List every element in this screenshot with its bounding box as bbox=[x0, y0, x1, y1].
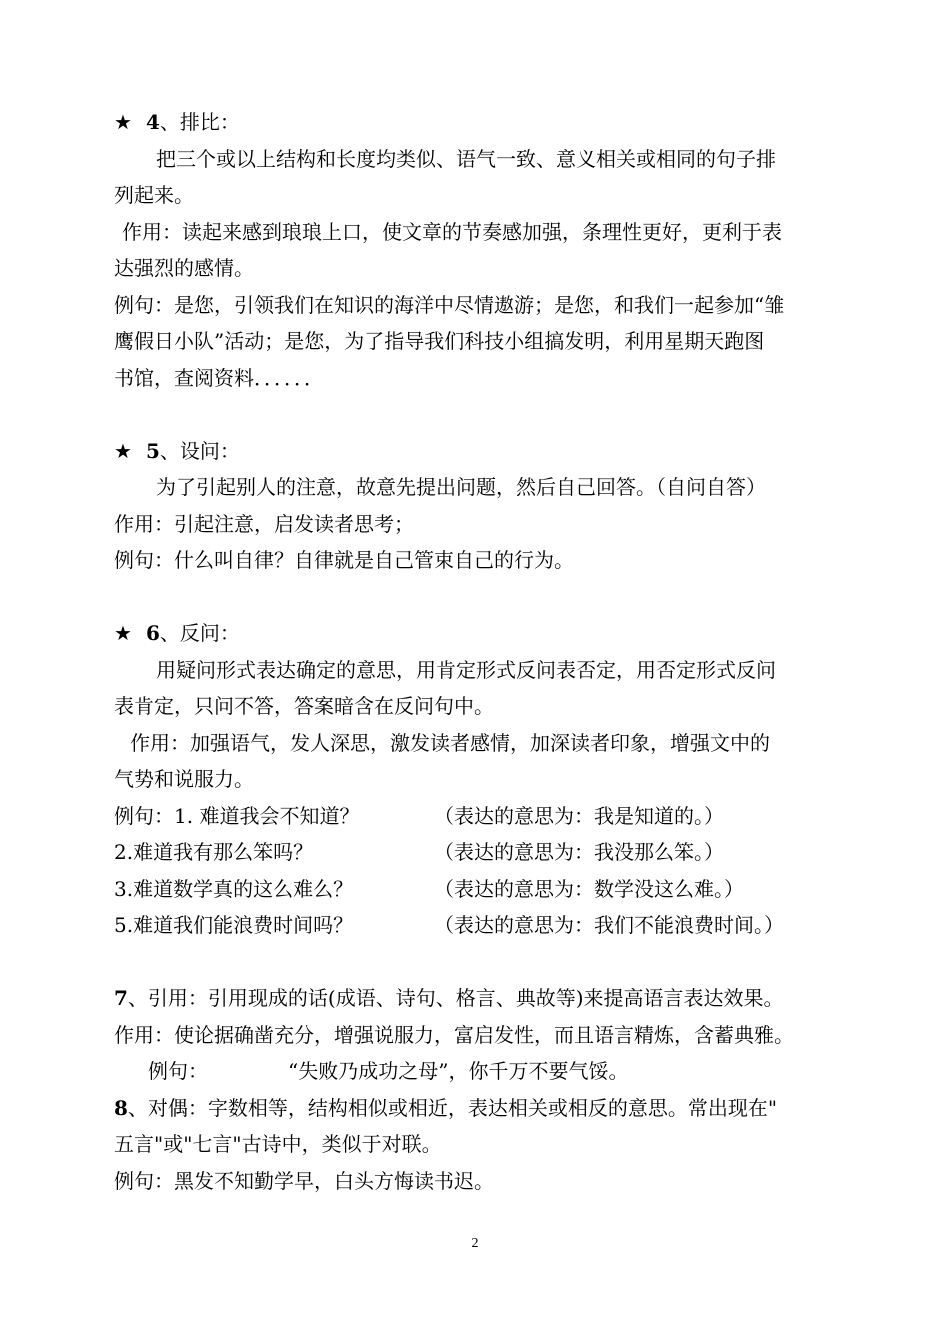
star-icon: ★ bbox=[114, 438, 132, 463]
usage-text: 作用：引起注意，启发读者思考； bbox=[114, 511, 414, 536]
usage-text: 作用：读起来感到琅琅上口，使文章的节奏感加强，条理性更好，更利于表 bbox=[122, 219, 782, 244]
example-answer: （表达的意思为：数学没这么难。） bbox=[434, 876, 744, 901]
example-row bbox=[114, 871, 840, 908]
spacer bbox=[114, 944, 840, 981]
usage-text: 气势和说服力。 bbox=[114, 767, 254, 791]
section-title: 、引用：引用现成的话(成语、诗句、格言、典故等)来提高语言表达效果。 bbox=[127, 986, 784, 1010]
section-4-heading bbox=[114, 104, 840, 141]
definition-text: 把三个或以上结构和长度均类似、语气一致、意义相关或相同的句子排 bbox=[156, 146, 776, 171]
section-8-heading bbox=[114, 1090, 840, 1127]
section-number: 5 bbox=[145, 438, 160, 463]
star-icon: ★ bbox=[114, 621, 132, 645]
example-label: 例句： bbox=[148, 1059, 208, 1083]
example-answer: （表达的意思为：我没那么笨。） bbox=[434, 840, 724, 864]
example-question: 3.难道数学真的这么难么？ bbox=[114, 876, 354, 901]
example-text: 鹰假日小队”活动；是您，为了指导我们科技小组搞发明，利用星期天跑图 bbox=[114, 329, 765, 353]
example-row bbox=[114, 1053, 840, 1090]
example-question: 5.难道我们能浪费时间吗？ bbox=[114, 913, 354, 937]
usage-text: 作用：加强语气，发人深思，激发读者感情，加深读者印象，增强文中的 bbox=[130, 730, 770, 755]
definition-text: 为了引起别人的注意，故意先提出问题，然后自己回答。（自问自答） bbox=[156, 475, 766, 499]
section-title: 、排比： bbox=[159, 110, 240, 134]
star-icon: ★ bbox=[114, 110, 132, 134]
section-6-heading bbox=[114, 615, 840, 652]
section-number: 7 bbox=[114, 986, 128, 1010]
example-row bbox=[114, 798, 840, 835]
example-text: 书馆，查阅资料．．．．．． bbox=[114, 365, 324, 390]
section-7-heading bbox=[114, 980, 840, 1017]
example-row bbox=[114, 907, 840, 944]
example-row bbox=[114, 834, 840, 871]
example-answer: （表达的意思为：我们不能浪费时间。） bbox=[434, 913, 784, 937]
section-title: 、反问： bbox=[159, 621, 240, 645]
section-5-heading bbox=[114, 433, 840, 470]
definition-text: 用疑问形式表达确定的意思，用肯定形式反问表否定，用否定形式反问 bbox=[156, 657, 776, 682]
spacer bbox=[114, 396, 840, 433]
section-title: 、对偶：字数相等，结构相似或相近，表达相关或相反的意思。常出现在" bbox=[127, 1095, 778, 1120]
example-text: 例句：是您，引领我们在知识的海洋中尽情遨游；是您，和我们一起参加“雏 bbox=[114, 292, 785, 317]
section-title: 、设问： bbox=[159, 438, 240, 463]
section-number: 4 bbox=[145, 110, 160, 134]
definition-text: 列起来。 bbox=[114, 183, 194, 207]
spacer bbox=[114, 579, 840, 616]
page-number: 2 bbox=[471, 1236, 479, 1251]
example-text: 例句：黑发不知勤学早，白头方悔读书迟。 bbox=[114, 1168, 494, 1193]
usage-text: 作用：使论据确凿充分，增强说服力，富启发性，而且语言精炼，含蓄典雅。 bbox=[114, 1022, 794, 1047]
section-number: 8 bbox=[114, 1095, 128, 1120]
example-question: 2.难道我有那么笨吗？ bbox=[114, 840, 314, 864]
document-body bbox=[114, 104, 840, 1199]
example-answer: （表达的意思为：我是知道的。） bbox=[434, 803, 724, 828]
definition-text: 表肯定，只问不答，答案暗含在反问句中。 bbox=[114, 694, 494, 718]
example-text: 例句：什么叫自律？自律就是自己管束自己的行为。 bbox=[114, 548, 574, 572]
usage-text: 达强烈的感情。 bbox=[114, 256, 254, 280]
example-question: 例句：1. 难道我会不知道？ bbox=[114, 803, 360, 828]
section-number: 6 bbox=[145, 621, 160, 645]
example-quote: “失败乃成功之母”，你千万不要气馁。 bbox=[288, 1059, 629, 1083]
definition-text: 五言"或"七言"古诗中，类似于对联。 bbox=[114, 1132, 442, 1156]
